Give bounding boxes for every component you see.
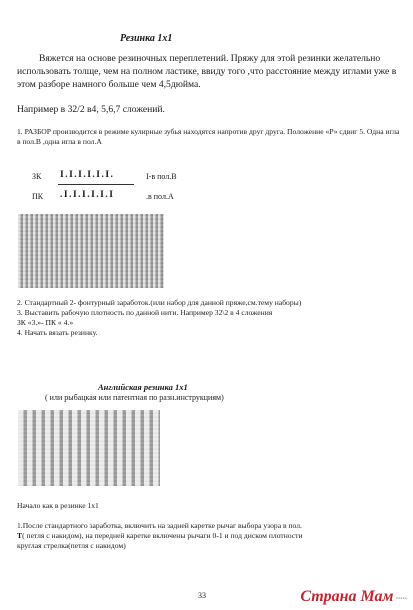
steps-list [17, 298, 402, 338]
english-step-1 [17, 521, 402, 551]
section2-title: Английская резинка 1х1 [98, 382, 188, 392]
watermark-dots: ∙∙∙∙∙ [393, 593, 407, 603]
step-3-text: 3. Выставить рабочую плотность по данной нити. Например 32\2 в 4 сложения [17, 308, 273, 317]
diagram-row2-pattern: .I.I.I.I.I.I [60, 190, 115, 200]
diagram-row1-pattern: I.I.I.I.I.I. [60, 170, 115, 180]
english-step-line2-rest: ( петля с накидом), на передней каретке включены рычаги 0-1 и под диском плотности [22, 531, 303, 540]
diagram-row1-label: ЗК [32, 172, 42, 181]
diagram-row2-label: ПК [32, 192, 44, 201]
section-title: Резинка 1х1 [120, 33, 173, 44]
step-2-text: 2. Стандартный 2- фонтурный заработок.(или набор для данной пряже,см.тему наборы) [17, 298, 302, 307]
step-1-text: 1. РАЗБОР производится в режиме кулирные зубья находятся напротив друг друга. Положение «Р» сдвиг 5. Одна игла в пол.В ,одна игла в пол.А [17, 127, 400, 146]
pattern-position-t: Т [17, 531, 23, 540]
diagram-row1-note: I-в пол.В [146, 172, 177, 181]
english-step-line2 [17, 531, 402, 541]
english-rib-photo [18, 410, 160, 486]
step-3-tension: ЗК «3.»- ПК « 4.» [17, 318, 74, 327]
intro-paragraph [17, 52, 402, 91]
watermark-text: Страна Мам [300, 588, 394, 605]
english-step-line1: 1.После стандартного заработка, включить на задней каретке рычаг выбора узора в пол. [17, 521, 302, 530]
site-watermark [300, 588, 407, 606]
page-number: 33 [198, 591, 206, 600]
section2-subtitle: ( или рыбацкая или патентная по разн.инструкциям) [45, 393, 224, 402]
start-note: Начало как в резинке 1х1 [17, 501, 99, 510]
diagram-row2-note: .в пол.А [146, 192, 174, 201]
diagram-divider [58, 184, 134, 185]
english-step-line3: круглая стрелка(петля с накидом) [17, 541, 126, 550]
intro-text: Вяжется на основе резиночных переплетений. Пряжу для этой резинки желательно использовать толще, чем на полном ластике, ввиду того ,что расстояние между иглами уже в этом разборе намного больше чем 4,5дюйма. [17, 53, 397, 90]
intro-sizes: Например в 32/2 в4, 5,6,7 сложений. [17, 104, 165, 115]
step-4-text: 4. Начать вязать резинку. [17, 328, 98, 337]
rib-knit-photo [18, 214, 164, 288]
